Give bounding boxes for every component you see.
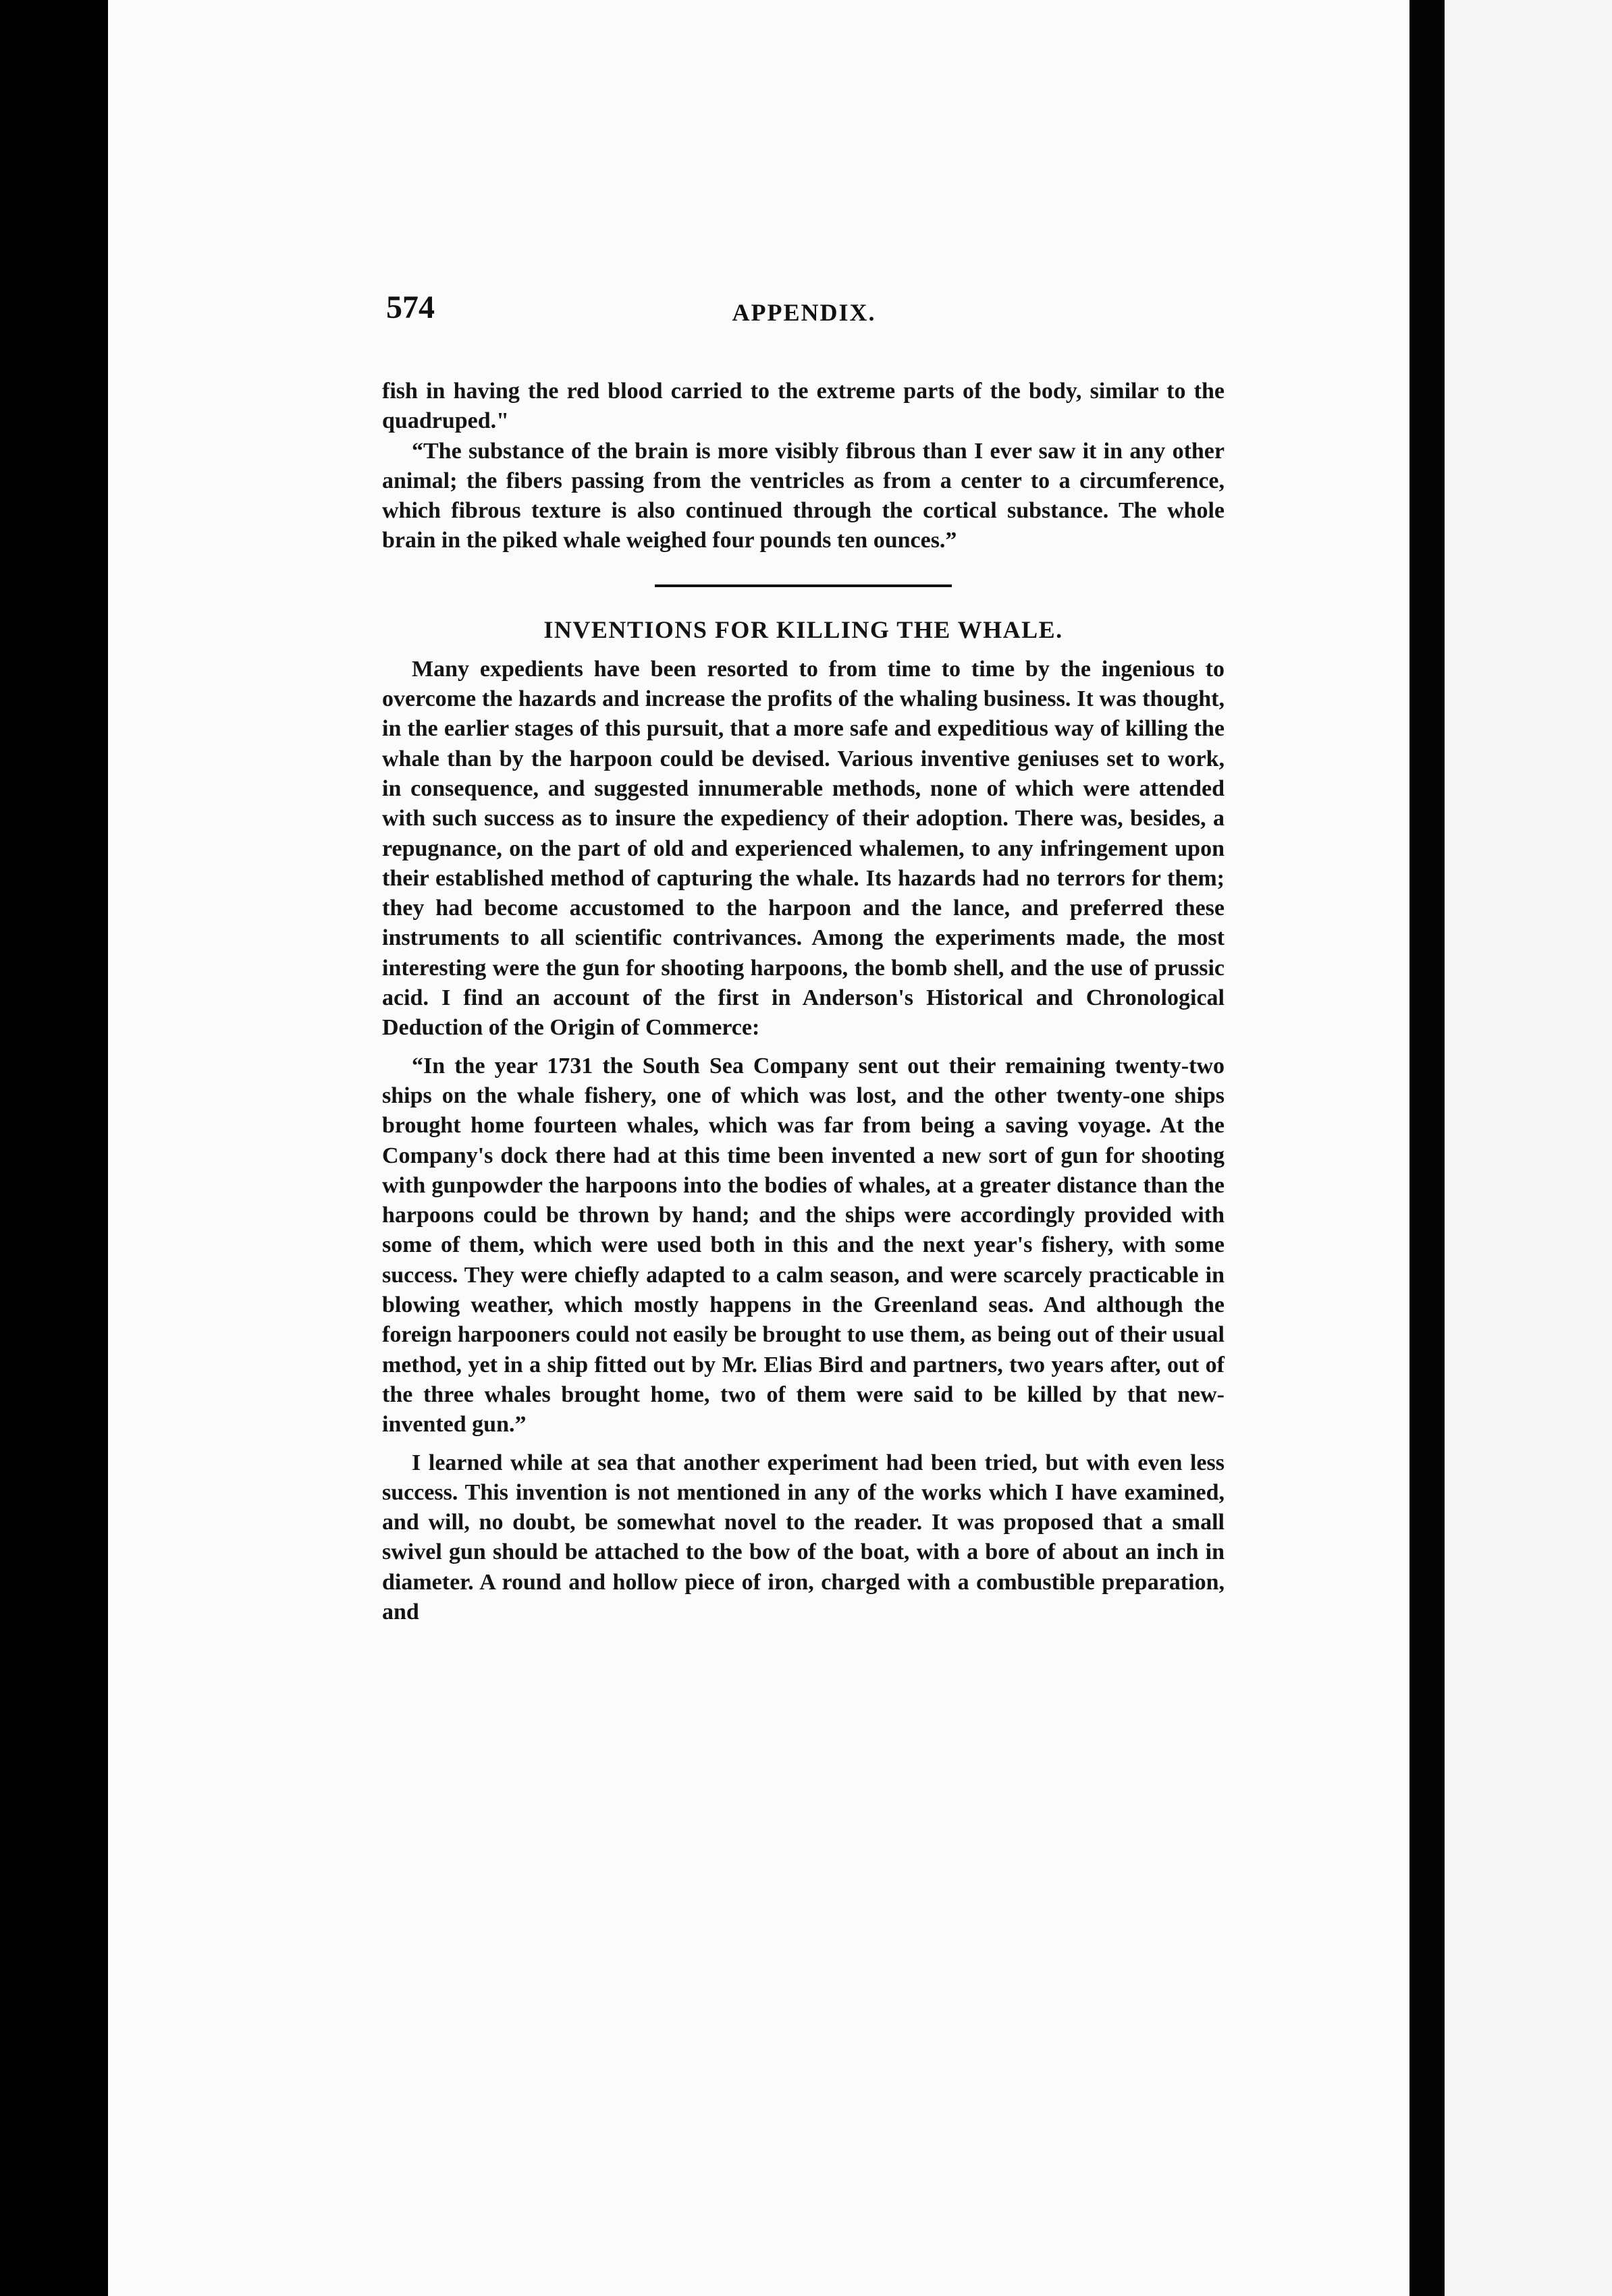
quote-1731-paragraph: “In the year 1731 the South Sea Company sent out their remaining twenty-two ships on the whale fishery, one of which was lost, and the other twenty-one ships brought home fourteen whales, which was far from being a saving voyage. At the Company's dock there had at this time been invented a new sort of gun for shooting with gunpowder the harpoons into the bodies of whales, at a greater distance than the harpoons could be thrown by hand; and the ships were accordingly provided with some of them, which were used both in this and the next year's fishery, with some success. They were chiefly adapted to a calm season, and were scarcely practicable in blowing weather, which mostly happens in the Greenland seas. And although the foreign harpooners could not easily be brought to use them, as being out of their usual method, yet in a ship fitted out by Mr. Elias Bird and partners, two years after, out of the three whales brought home, two of them were said to be killed by that new-invented gun.” bbox=[382, 1053, 1225, 1438]
brain-quote-paragraph: “The substance of the brain is more visibly fibrous than I ever saw it in any other animal; the fibers passing from the ventricles as from a center to a circumference, which fibrous texture is also continued through the cortical substance. The whole brain in the piked whale weighed four pounds ten ounces.” bbox=[382, 438, 1225, 553]
expedients-paragraph: Many expedients have been resorted to from time to time by the ingenious to overcome the hazards and increase the profits of the whaling business. It was thought, in the earlier stages of this pursuit, that a more safe and expeditious way of killing the whale than by the harpoon could be devised. Various inventive geniuses set to work, in consequence, and suggested innumerable methods, none of which were attended with such success as to insure the expediency of their adoption. There was, besides, a repugnance, on the part of old and experienced whalemen, to any infringement upon their established method of capturing the whale. Its hazards had no terrors for them; they had become accustomed to the harpoon and the lance, and preferred these instruments to all scientific contrivances. Among the experiments made, the most interesting were the gun for shooting harpoons, the bomb shell, and the use of prussic acid. I find an account of the first in Anderson's Historical and Chronological Deduction of the Origin of Commerce: bbox=[382, 656, 1225, 1041]
learned-paragraph: I learned while at sea that another experiment had been tried, but with even less success. This invention is not mentioned in any of the works which I have examined, and will, no doubt, be somewhat novel to the reader. It was proposed that a small swivel gun should be attached to the bow of the boat, with a bore of about an inch in diameter. A round and hollow piece of iron, charged with a combustible preparation, and bbox=[382, 1450, 1225, 1624]
page-body bbox=[382, 377, 1225, 1627]
page-gutter bbox=[1409, 0, 1445, 2296]
running-head: APPENDIX. bbox=[732, 299, 876, 326]
paragraph-gap bbox=[382, 1440, 1225, 1448]
section-heading: INVENTIONS FOR KILLING THE WHALE. bbox=[543, 616, 1063, 643]
section-divider bbox=[655, 584, 952, 587]
continued-paragraph: fish in having the red blood carried to the extreme parts of the body, similar to the quadruped." bbox=[382, 379, 1225, 434]
paragraph-gap bbox=[382, 1043, 1225, 1051]
page-header bbox=[386, 282, 1222, 343]
page-number: 574 bbox=[386, 290, 435, 325]
facing-page-edge bbox=[1445, 0, 1612, 2296]
